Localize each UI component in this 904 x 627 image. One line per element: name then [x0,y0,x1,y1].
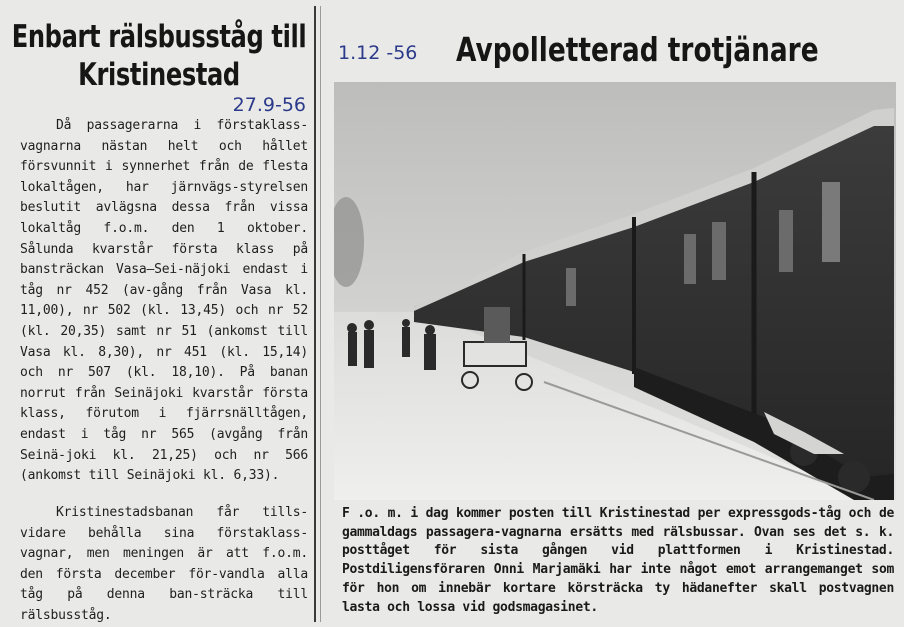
left-headline-line1: Enbart rälsbusståg till [11,19,307,55]
right-article [328,2,900,624]
left-date-note: 27.9-56 [232,94,306,116]
column-divider [314,6,316,622]
column-divider-thin [320,6,321,622]
left-headline [11,18,307,94]
left-paragraph-1: Då passagerarna i förstaklass-vagnarna nästan helt och hållet försvunnit i synnerhet från de flesta lokaltågen, har järnvägs-styrelsen beslutit avlägsna dessa från vissa lokaltåg f.o.m. den 1 oktober. Sålunda kvarstår första klass på bansträckan Vasa—Sei-näjoki endast i tåg nr 452 (av-gång från Vasa kl. 11,00), nr 502 (kl. 13,45) och nr 52 (kl. 20,35) samt nr 51 (ankomst till Vasa kl. 8,30), nr 451 (kl. 15,14) och nr 507 (kl. 18,10). På banan norrut från Seinäjoki kvarstår första klass, förutom i fjärrsnälltågen, endast i tåg nr 565 (avgång från Seinä-joki kl. 21,25) och nr 566 (ankomst till Seinäjoki kl. 6,33). [20,118,308,484]
train-photo [334,82,896,500]
right-date-note: 1.12 -56 [338,42,418,64]
left-paragraph-2: Kristinestadsbanan får tills-vidare behålla sina förstaklass-vagnar, men meningen är att f.o.m. den första december för-vandla alla tåg på denna ban-sträcka till rälsbusståg. [20,505,308,623]
photo-caption: F .o. m. i dag kommer posten till Kristinestad per expressgods-tåg och de gammaldags passagera-vagnarna ersätts med rälsbussar. Ovan ses det s. k. posttåget för sista gången vid plattformen i Kristinestad. Postdiligensföraren Onni Marjamäki har inte något emot arrangemanget som för hon om innebär kortare körsträcka ty hädanefter skall postvagnen lasta och lossa vid godsmagasinet. [342,506,894,615]
left-article [8,6,310,622]
left-headline-line2: Kristinestad [78,57,240,93]
right-headline: Avpolletterad trotjänare [456,30,819,69]
